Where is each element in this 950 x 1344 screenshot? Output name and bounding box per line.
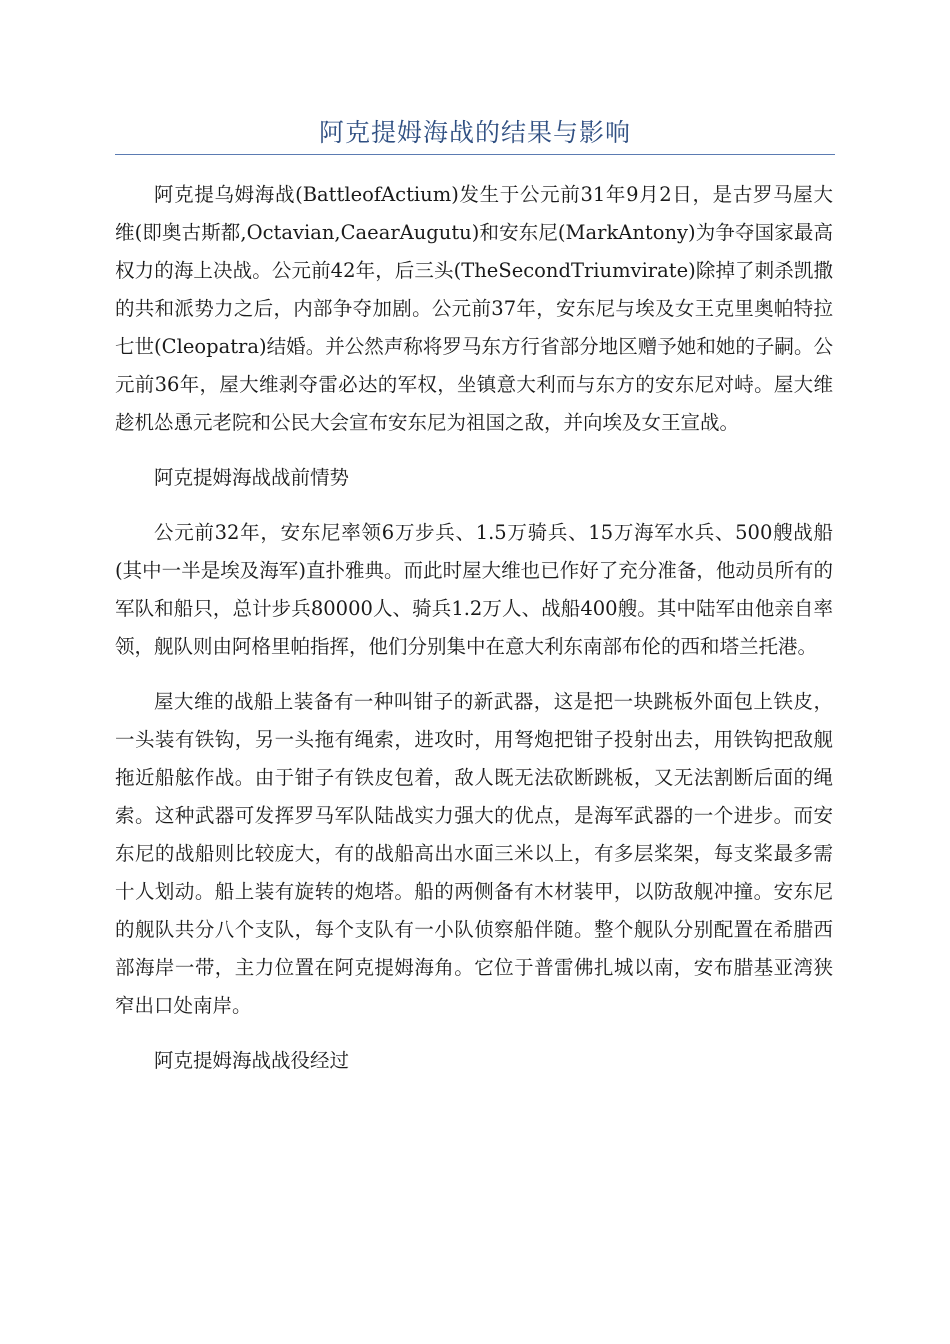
title-underline [115, 154, 835, 155]
section-heading-battle: 阿克提姆海战战役经过 [154, 1049, 350, 1072]
section-heading-prewar: 阿克提姆海战战前情势 [154, 466, 350, 489]
document-body [115, 176, 833, 1097]
paragraph-weapons: 屋大维的战船上装备有一种叫钳子的新武器，这是把一块跳板外面包上铁皮，一头装有铁钩，另一头拖有绳索，进攻时，用弩炮把钳子投射出去，用铁钩把敌舰拖近船舷作战。由于钳子有铁皮包着，敌人既无法砍断跳板，又无法割断后面的绳索。这种武器可发挥罗马军队陆战实力强大的优点，是海军武器的一个进步。而安东尼的战船则比较庞大，有的战船高出水面三米以上，有多层桨架，每支桨最多需十人划动。船上装有旋转的炮塔。船的两侧备有木材装甲，以防敌舰冲撞。安东尼的舰队共分八个支队，每个支队有一小队侦察船伴随。整个舰队分别配置在希腊西部海岸一带，主力位置在阿克提姆海角。它位于普雷佛扎城以南，安布腊基亚湾狭窄出口处南岸。 [115, 690, 833, 1017]
document-title: 阿克提姆海战的结果与影响 [318, 118, 631, 147]
paragraph-intro: 阿克提乌姆海战(BattleofActium)发生于公元前31年9月2日，是古罗马屋大维(即奥古斯都,Octavian,CaearAugutu)和安东尼(MarkAntony)为争夺国家最高权力的海上决战。公元前42年，后三头(TheSecondTriumvirate)除掉了刺杀凯撒的共和派势力之后，内部争夺加剧。公元前37年，安东尼与埃及女王克里奥帕特拉七世(Cleopatra)结婚。并公然声称将罗马东方行省部分地区赠予她和她的子嗣。公元前36年，屋大维剥夺雷必达的军权，坐镇意大利而与东方的安东尼对峙。屋大维趁机怂恿元老院和公民大会宣布安东尼为祖国之敌，并向埃及女王宣战。 [115, 183, 833, 434]
paragraph-forces: 公元前32年，安东尼率领6万步兵、1.5万骑兵、15万海军水兵、500艘战船(其中一半是埃及海军)直扑雅典。而此时屋大维也已作好了充分准备，他动员所有的军队和船只，总计步兵80000人、骑兵1.2万人、战船400艘。其中陆军由他亲自率领，舰队则由阿格里帕指挥，他们分别集中在意大利东南部布伦的西和塔兰托港。 [115, 521, 833, 658]
